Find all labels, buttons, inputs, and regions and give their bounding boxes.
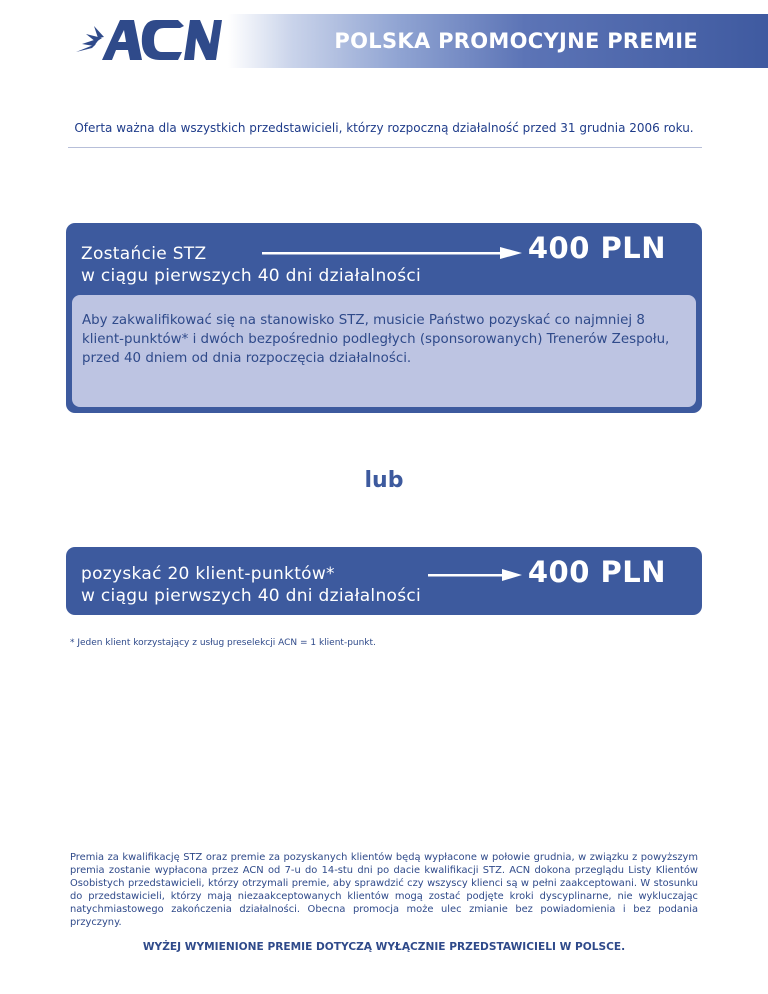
arrow-right-icon — [262, 246, 522, 260]
bonus-description-panel — [72, 295, 696, 407]
header-band — [228, 14, 768, 68]
legal-terms: Premia za kwalifikację STZ oraz premie za pozyskanych klientów będą wypłacone w połowie grudnia, w związku z powyższym premia zostanie wypłacona przez ACN od 7-u do 14-stu dni po dacie kwalifikacji STZ. ACN dokona przeglądu Listy Klientów Osobistych przedstawicieli, którzy otrzymali premie, aby sprawdzić czy wszyscy klienci są w pełni zaakceptowani. W stosunku do przedstawicieli, którzy mają niezaakceptowanych klientów mogą zostać podjęte kroki dyscyplinarne, nie wykluczając natychmiastowego zakończenia działalności. Obecna promocja może ulec zmianie bez powiadomienia i bez podania przyczyny. — [70, 852, 698, 928]
bonus-heading-line2: w ciągu pierwszych 40 dni działalności — [81, 586, 422, 606]
bonus-heading — [81, 563, 421, 607]
footnote: * Jeden klient korzystający z usług preselekcji ACN = 1 klient-punkt. — [70, 638, 376, 648]
bonus-heading-line1: Zostańcie STZ — [81, 244, 207, 264]
bonus-box-stz — [66, 223, 702, 413]
header-divider — [68, 147, 702, 148]
bonus-description: Aby zakwalifikować się na stanowisko STZ, musicie Państwo pozyskać co najmniej 8 klient-punktów* i dwóch bezpośrednio podległych (sponsorowanych) Trenerów Zespołu, przed 40 dniem od dnia rozpoczęcia działalności. — [82, 313, 670, 366]
arrow-right-icon — [428, 568, 522, 582]
poland-only-note: WYŻEJ WYMIENIONE PREMIE DOTYCZĄ WYŁĄCZNIE PRZEDSTAWICIELI W POLSCE. — [142, 941, 626, 953]
acn-logo — [72, 16, 222, 62]
offer-validity-note: Oferta ważna dla wszystkich przedstawicieli, którzy rozpoczną działalność przed 31 grudnia 2006 roku. — [74, 121, 694, 135]
bonus-heading-line1: pozyskać 20 klient-punktów* — [81, 564, 335, 584]
bonus-box-clients — [66, 547, 702, 615]
or-separator: lub — [364, 468, 404, 493]
page-title: POLSKA PROMOCYJNE PREMIE — [334, 29, 698, 53]
bonus-amount: 400 PLN — [527, 231, 666, 265]
bonus-heading-line2: w ciągu pierwszych 40 dni działalności — [81, 266, 422, 286]
bonus-amount: 400 PLN — [527, 555, 666, 589]
